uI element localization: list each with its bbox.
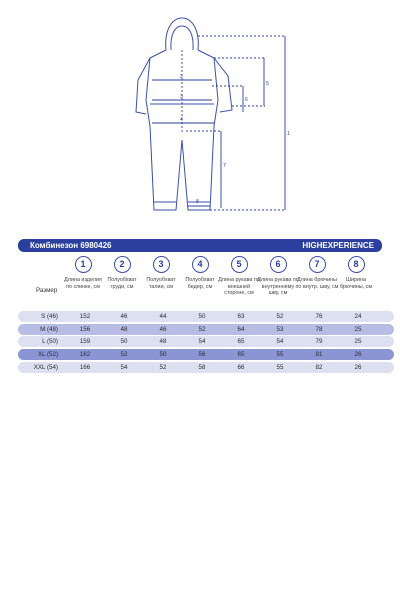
value-cell: 64 [237, 326, 245, 333]
column-number-badge: 7 [309, 256, 326, 273]
value-cell: 26 [354, 351, 362, 358]
value-cell: 162 [79, 351, 91, 358]
measurement-label-7: 7 [223, 163, 226, 169]
product-title: Комбинезон 6980426 [30, 241, 112, 250]
value-cell: 54 [198, 338, 206, 345]
value-cell: 46 [159, 326, 167, 333]
measurement-label-3: 3 [180, 94, 183, 100]
value-cell: 24 [354, 313, 362, 320]
measurement-label-4: 4 [180, 117, 183, 123]
table-row [18, 349, 394, 360]
value-cell: 156 [79, 326, 91, 333]
table-row [18, 324, 394, 335]
table-row [18, 311, 394, 322]
garment-diagram [0, 0, 400, 230]
value-cell: 152 [79, 313, 91, 320]
column-label: Длина рукава по внешней стороне, см [218, 277, 260, 297]
value-cell: 44 [159, 313, 167, 320]
value-cell: 66 [237, 364, 245, 371]
column-number-badge: 4 [192, 256, 209, 273]
value-cell: 46 [120, 313, 128, 320]
value-cell: 81 [315, 351, 323, 358]
column-header-3 [139, 256, 183, 290]
value-cell: 25 [354, 326, 362, 333]
value-cell: 48 [159, 338, 167, 345]
size-cell: L (50) [42, 338, 58, 345]
value-cell: 65 [237, 351, 245, 358]
measurement-label-8: 8 [196, 199, 199, 205]
brand-name: HIGHEXPERIENCE [302, 241, 374, 250]
measurement-label-5: 5 [266, 81, 269, 87]
measurement-label-2: 2 [180, 74, 183, 80]
value-cell: 26 [354, 364, 362, 371]
value-cell: 48 [120, 326, 128, 333]
value-cell: 52 [198, 326, 206, 333]
table-row [18, 336, 394, 347]
value-cell: 55 [276, 364, 284, 371]
column-number-badge: 8 [348, 256, 365, 273]
size-cell: XXL (54) [33, 364, 58, 371]
value-cell: 63 [237, 313, 245, 320]
column-label: Ширина брючины, см [339, 277, 373, 290]
value-cell: 56 [198, 351, 206, 358]
value-cell: 52 [159, 364, 167, 371]
value-cell: 166 [79, 364, 91, 371]
column-header-5 [217, 256, 261, 297]
table-row [18, 362, 394, 373]
column-number-badge: 1 [75, 256, 92, 273]
size-cell: XL (52) [37, 351, 58, 358]
value-cell: 58 [198, 364, 206, 371]
value-cell: 65 [237, 338, 245, 345]
value-cell: 54 [276, 338, 284, 345]
value-cell: 52 [120, 351, 128, 358]
value-cell: 50 [120, 338, 128, 345]
size-cell: S (46) [41, 313, 58, 320]
column-header-7 [295, 256, 339, 290]
value-cell: 55 [276, 351, 284, 358]
value-cell: 79 [315, 338, 323, 345]
value-cell: 50 [198, 313, 206, 320]
column-number-badge: 5 [231, 256, 248, 273]
value-cell: 159 [79, 338, 91, 345]
column-number-badge: 6 [270, 256, 287, 273]
column-label: Длина рукава по внутреннему шву, см [257, 277, 299, 297]
column-header-1 [61, 256, 105, 290]
value-cell: 53 [276, 326, 284, 333]
column-number-badge: 3 [153, 256, 170, 273]
measurement-label-6: 6 [245, 97, 248, 103]
value-cell: 52 [276, 313, 284, 320]
column-number-badge: 2 [114, 256, 131, 273]
value-cell: 76 [315, 313, 323, 320]
column-header-6 [256, 256, 300, 297]
column-header-8 [334, 256, 378, 290]
column-label: Полуобхват талии, см [146, 277, 176, 290]
value-cell: 54 [120, 364, 128, 371]
column-header-4 [178, 256, 222, 290]
jumpsuit-outline [136, 18, 232, 210]
size-column-header: Размер [36, 287, 58, 294]
column-header-2 [100, 256, 144, 290]
measurement-label-1: 1 [287, 131, 290, 137]
column-label: Полуобхват груди, см [107, 277, 137, 290]
value-cell: 25 [354, 338, 362, 345]
table-title-bar [18, 239, 382, 252]
value-cell: 82 [315, 364, 323, 371]
column-label: Полуобхват бедер, см [185, 277, 215, 290]
value-cell: 50 [159, 351, 167, 358]
value-cell: 78 [315, 326, 323, 333]
measurement-lines [152, 36, 286, 210]
column-label: Длина изделия по спинке, см [64, 277, 102, 290]
column-label: Длина брючины по внутр. шву, см [295, 277, 339, 290]
size-cell: M (48) [40, 326, 58, 333]
measurement-numbers [180, 74, 290, 205]
